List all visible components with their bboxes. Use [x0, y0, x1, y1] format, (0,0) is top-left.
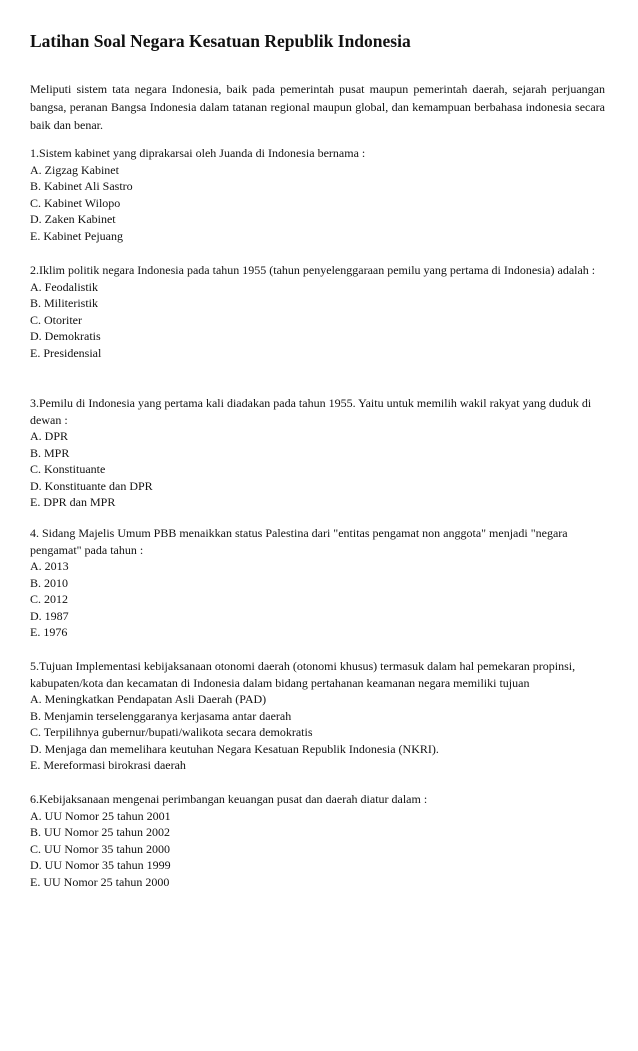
answer-option: C. Terpilihnya gubernur/bupati/walikota secara demokratis [30, 725, 313, 739]
answer-option: C. Otoriter [30, 312, 82, 327]
question-stem: 5.Tujuan Implementasi kebijaksanaan otonomi daerah (otonomi khusus) termasuk dalam hal pemekaran propinsi, kabupaten/kota dan kecamatan di Indonesia dalam bidang pertahanan keamanan negara memiliki tujuan [30, 659, 576, 690]
answer-option: E. Presidensial [30, 345, 102, 360]
answer-option: D. 1987 [30, 608, 69, 623]
answer-option: A. Feodalistik [30, 279, 98, 294]
answer-option: B. Militeristik [30, 296, 99, 310]
answer-option: C. 2012 [30, 592, 69, 606]
answer-option: D. Konstituante dan DPR [30, 478, 153, 493]
answer-option: D. Demokratis [30, 329, 101, 343]
answer-option: E. UU Nomor 25 tahun 2000 [30, 874, 170, 889]
question-5 [30, 658, 608, 774]
question-stem: 3.Pemilu di Indonesia yang pertama kali diadakan pada tahun 1955. Yaitu untuk memilih wakil rakyat yang duduk di dewan : [30, 396, 592, 427]
answer-option: E. Kabinet Pejuang [30, 228, 123, 243]
question-3 [30, 395, 608, 511]
answer-option: D. Zaken Kabinet [30, 212, 116, 226]
answer-option: E. 1976 [30, 625, 68, 639]
answer-option: A. Zigzag Kabinet [30, 162, 119, 177]
answer-option: B. UU Nomor 25 tahun 2002 [30, 825, 170, 839]
intro-paragraph: Meliputi sistem tata negara Indonesia, baik pada pemerintah pusat maupun pemerintah daerah, sejarah perjuangan bangsa, peranan Bangsa Indonesia dalam tatanan regional maupun global, dan kemampuan berbahasa indonesia secara baik dan benar. [30, 82, 605, 132]
question-2 [30, 262, 608, 361]
answer-option: B. Menjamin terselenggaranya kerjasama antar daerah [30, 708, 292, 723]
answer-option: C. Konstituante [30, 462, 106, 476]
answer-option: D. Menjaga dan memelihara keutuhan Negara Kesatuan Republik Indonesia (NKRI). [30, 741, 439, 756]
answer-option: A. UU Nomor 25 tahun 2001 [30, 808, 171, 823]
question-6 [30, 791, 608, 890]
answer-option: A. Meningkatkan Pendapatan Asli Daerah (PAD) [30, 692, 267, 706]
question-stem: 1.Sistem kabinet yang diprakarsai oleh Juanda di Indonesia bernama : [30, 146, 366, 160]
question-stem: 6.Kebijaksanaan mengenai perimbangan keuangan pusat dan daerah diatur dalam : [30, 792, 428, 806]
answer-option: E. DPR dan MPR [30, 495, 116, 509]
answer-option: C. UU Nomor 35 tahun 2000 [30, 841, 170, 856]
answer-option: B. 2010 [30, 575, 69, 590]
answer-option: B. Kabinet Ali Sastro [30, 179, 133, 193]
answer-option: B. MPR [30, 445, 70, 460]
question-1 [30, 145, 608, 244]
question-stem: 4. Sidang Majelis Umum PBB menaikkan status Palestina dari "entitas pengamat non anggota" menjadi "negara pengamat" pada tahun : [30, 526, 568, 557]
answer-option: A. 2013 [30, 559, 69, 573]
question-stem: 2.Iklim politik negara Indonesia pada tahun 1955 (tahun penyelenggaraan pemilu yang pertama di Indonesia) adalah : [30, 263, 596, 277]
answer-option: D. UU Nomor 35 tahun 1999 [30, 858, 171, 872]
question-4 [30, 525, 608, 641]
answer-option: A. DPR [30, 429, 69, 443]
answer-option: E. Mereformasi birokrasi daerah [30, 758, 186, 772]
page-title: Latihan Soal Negara Kesatuan Republik Indonesia [30, 31, 411, 51]
answer-option: C. Kabinet Wilopo [30, 195, 121, 210]
